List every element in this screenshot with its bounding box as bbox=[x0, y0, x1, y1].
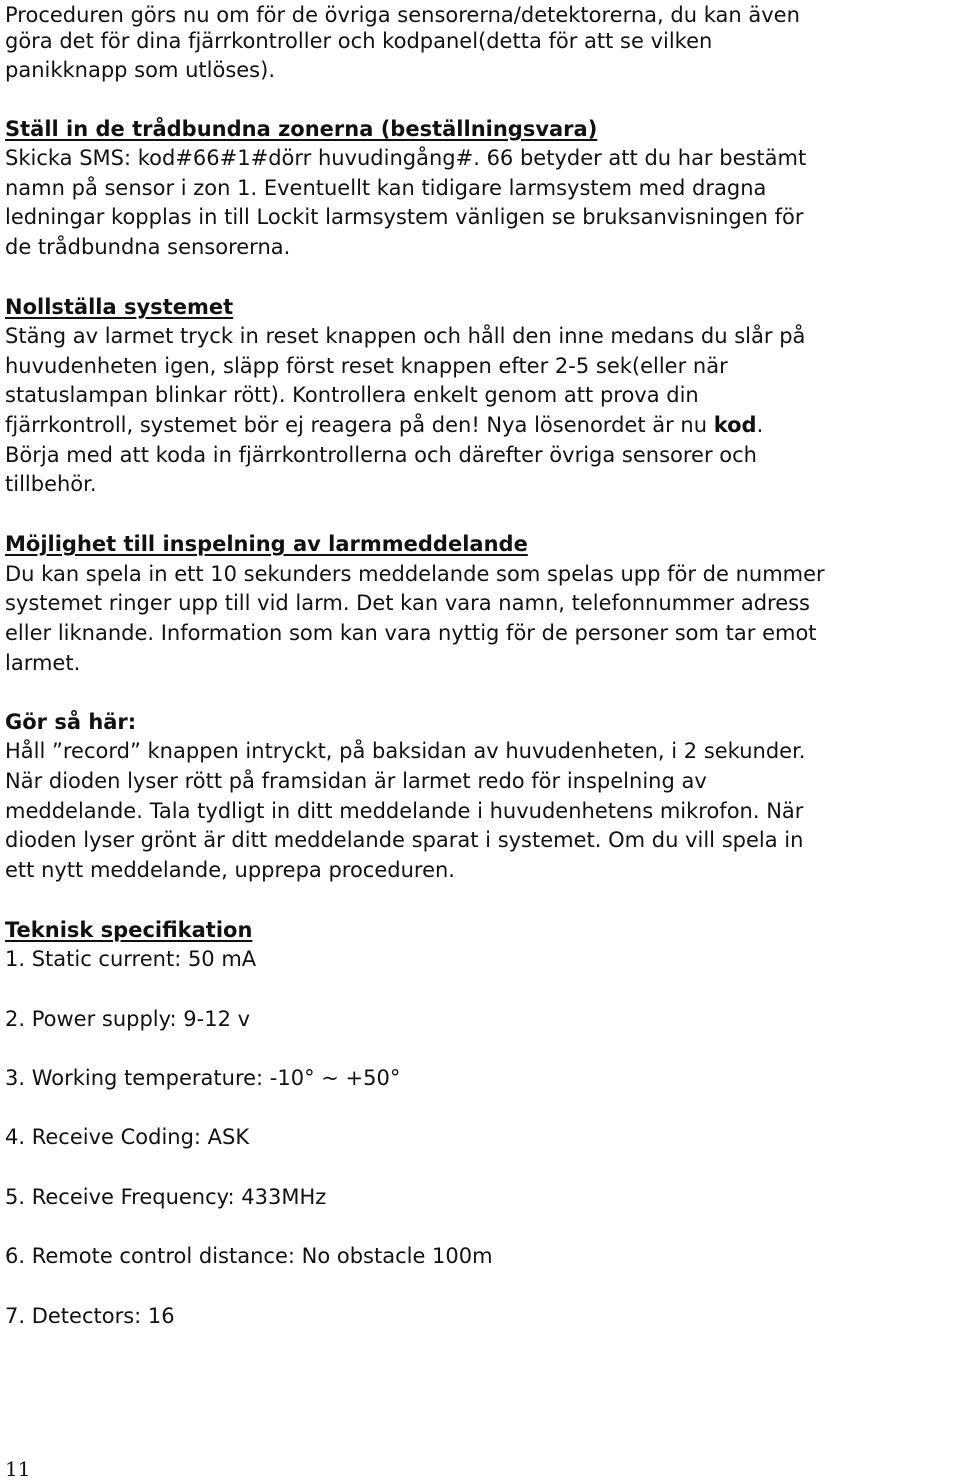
recording-line: systemet ringer upp till vid larm. Det kan vara namn, telefonnummer adress bbox=[5, 591, 810, 615]
intro-line: panikknapp som utlöses). bbox=[5, 58, 275, 82]
reset-line: huvudenheten igen, släpp först reset knappen efter 2-5 sek(eller när bbox=[5, 354, 728, 378]
recording-line: Du kan spela in ett 10 sekunders meddelande som spelas upp för de nummer bbox=[5, 562, 825, 586]
new-password-code: kod bbox=[713, 413, 757, 437]
howto-line: ett nytt meddelande, upprepa proceduren. bbox=[5, 858, 455, 882]
recording-line: larmet. bbox=[5, 651, 81, 675]
reset-line bbox=[5, 410, 763, 440]
howto-heading: Gör så här: bbox=[5, 710, 137, 734]
intro-line: göra det för dina fjärrkontroller och kodpanel(detta för att se vilken bbox=[5, 29, 713, 53]
spec-item: 5. Receive Frequency: 433MHz bbox=[5, 1185, 327, 1209]
wired-zones-line: Skicka SMS: kod#66#1#dörr huvudingång#. 66 betyder att du har bestämt bbox=[5, 146, 807, 170]
wired-zones-line: ledningar kopplas in till Lockit larmsystem vänligen se bruksanvisningen för bbox=[5, 205, 804, 229]
wired-zones-line: de trådbundna sensorerna. bbox=[5, 235, 291, 259]
reset-line: statuslampan blinkar rött). Kontrollera enkelt genom att prova din bbox=[5, 383, 699, 407]
spec-item: 4. Receive Coding: ASK bbox=[5, 1125, 250, 1149]
howto-line: När dioden lyser rött på framsidan är larmet redo för inspelning av bbox=[5, 769, 707, 793]
spec-item: 7. Detectors: 16 bbox=[5, 1304, 175, 1328]
reset-heading: Nollställa systemet bbox=[5, 295, 234, 319]
howto-line: Håll ”record” knappen intryckt, på baksidan av huvudenheten, i 2 sekunder. bbox=[5, 739, 806, 763]
spec-item: 1. Static current: 50 mA bbox=[5, 947, 257, 971]
spec-item: 3. Working temperature: -10° ~ +50° bbox=[5, 1066, 401, 1090]
reset-line: Börja med att koda in fjärrkontrollerna och därefter övriga sensorer och bbox=[5, 443, 757, 467]
reset-line-text: fjärrkontroll, systemet bör ej reagera på den! Nya lösenordet är nu bbox=[5, 413, 714, 437]
spec-heading: Teknisk specifikation bbox=[5, 918, 253, 942]
spec-item: 2. Power supply: 9-12 v bbox=[5, 1007, 251, 1031]
howto-line: meddelande. Tala tydligt in ditt meddelande i huvudenhetens mikrofon. När bbox=[5, 799, 804, 823]
intro-line: Proceduren görs nu om för de övriga sensorerna/detektorerna, du kan även bbox=[5, 3, 800, 27]
spec-item: 6. Remote control distance: No obstacle 100m bbox=[5, 1244, 493, 1268]
page-number: 11 bbox=[5, 1457, 31, 1481]
reset-line: Stäng av larmet tryck in reset knappen och håll den inne medans du slår på bbox=[5, 324, 806, 348]
wired-zones-heading: Ställ in de trådbundna zonerna (beställningsvara) bbox=[5, 117, 598, 141]
wired-zones-line: namn på sensor i zon 1. Eventuellt kan tidigare larmsystem med dragna bbox=[5, 176, 767, 200]
recording-heading: Möjlighet till inspelning av larmmeddelande bbox=[5, 532, 528, 556]
reset-line-end: . bbox=[756, 413, 764, 437]
reset-line: tillbehör. bbox=[5, 472, 97, 496]
howto-line: dioden lyser grönt är ditt meddelande sparat i systemet. Om du vill spela in bbox=[5, 828, 804, 852]
recording-line: eller liknande. Information som kan vara nyttig för de personer som tar emot bbox=[5, 621, 817, 645]
